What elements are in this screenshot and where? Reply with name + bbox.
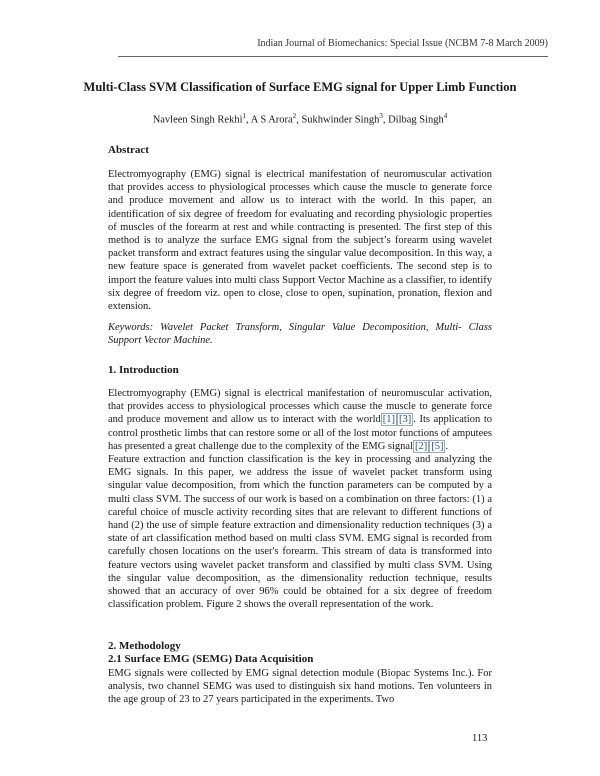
- citation-link[interactable]: [3]: [399, 414, 412, 426]
- abstract-heading: Abstract: [108, 144, 149, 156]
- intro-text: .: [445, 440, 449, 452]
- introduction-paragraph-2: Feature extraction and function classification is the key in processing and analyzing the EMG signals. In this paper, we address the issue of wavelet packet transform using singular value decomposition, from which the function parameters can be computed by a multi class SVM. The success of our work is based on a combination on three factors: (1) a careful choice of muscle activity recording sites that are relevant to different functions of hand (2) the use of simple feature extraction and dimensionality reduction techniques (3) a state of art classification method based on multi class SVM. EMG signal is recorded from carefully chosen locations on the user's forearm. This stream of data is transformed into feature vectors using wavelet packet transform and classified by multi class SVM. Using the singular value decomposition, as the dimensionality reduction technique, results showed that an accuracy of over 96% could be obtained for a six degree of freedom classification problem. Figure 2 shows the overall representation of the work.: [108, 454, 492, 611]
- author-affiliation-mark: 4: [443, 112, 448, 120]
- methodology-body: [108, 667, 492, 707]
- methodology-subheading: 2.1 Surface EMG (SEMG) Data Acquisition: [108, 653, 314, 665]
- author-name: Dilbag Singh: [388, 114, 444, 126]
- citation-link[interactable]: [1]: [382, 414, 395, 426]
- citation-link[interactable]: [2]: [414, 440, 428, 452]
- author-affiliation-mark: 2: [292, 112, 297, 120]
- keywords-block: [108, 321, 492, 347]
- author-name: Sukhwinder Singh: [301, 114, 380, 126]
- keywords-label: Keywords: [108, 322, 150, 333]
- author-name: A S Arora: [250, 114, 293, 126]
- citation-link[interactable]: [5]: [431, 440, 444, 452]
- introduction-paragraph-1: [108, 387, 492, 453]
- introduction-heading: 1. Introduction: [108, 364, 179, 376]
- page-number: 113: [472, 733, 488, 744]
- author-affiliation-mark: 3: [379, 112, 383, 120]
- author-list: Navleen Singh Rekhi$^1$, A S Arora$^2$, Sukhwinder Singh$^3$, Dilbag Singh$^4$: [152, 112, 448, 126]
- methodology-heading: 2. Methodology: [108, 640, 181, 652]
- methodology-text: EMG signals were collected by EMG signal detection module (Biopac Systems Inc.). For analysis, two channel SEMG was used to distinguish six hand motions. Ten volunteers in the age group of 23 to 27 years participated in the experiments. Two: [108, 668, 492, 706]
- intro-text: Electromyography (EMG) signal is electrical manifestation of neuromuscular activation, that provides access to physiological processes which cause the muscle to generate force and produce movement and allow us to interact with the world: [108, 388, 492, 426]
- journal-header: Indian Journal of Biomechanics: Special Issue (NCBM 7-8 March 2009): [257, 38, 548, 49]
- introduction-body: [108, 387, 492, 611]
- intro-text: . Its application to control prosthetic limbs that can restore some or all of the lost motor functions of amputees has presented a great challenge due to the complexity of the EMG signal: [108, 414, 492, 452]
- abstract-text: Electromyography (EMG) signal is electrical manifestation of neuromuscular activation that provides access to physiological processes which cause the muscle to generate force and produce movement and allow us to interact with the world. In this paper, an identification of six degree of freedom for evaluating and recording physiologic properties of muscles of the forearm at rest and while contracting is presented. The first step of this method is to analyze the surface EMG signal from the subject’s forearm using wavelet packet transform and extract features using the singular value decomposition. In this way, a new feature space is generated from wavelet packet coefficients. The second step is to import the feature values into multi class Support Vector Machine as a classifier, to identify six degree of freedom viz. open to close, close to open, supination, pronation, flexion and extension.: [108, 169, 492, 313]
- header-divider: [118, 56, 548, 57]
- paper-title: Multi-Class SVM Classification of Surface EMG signal for Upper Limb Function: [83, 80, 517, 94]
- author-affiliation-mark: 1: [242, 112, 247, 120]
- keywords-text: : Wavelet Packet Transform, Singular Value Decomposition, Multi- Class Support Vector Machine.: [108, 322, 492, 347]
- abstract-body: [108, 168, 492, 313]
- author-name: Navleen Singh Rekhi: [152, 114, 243, 126]
